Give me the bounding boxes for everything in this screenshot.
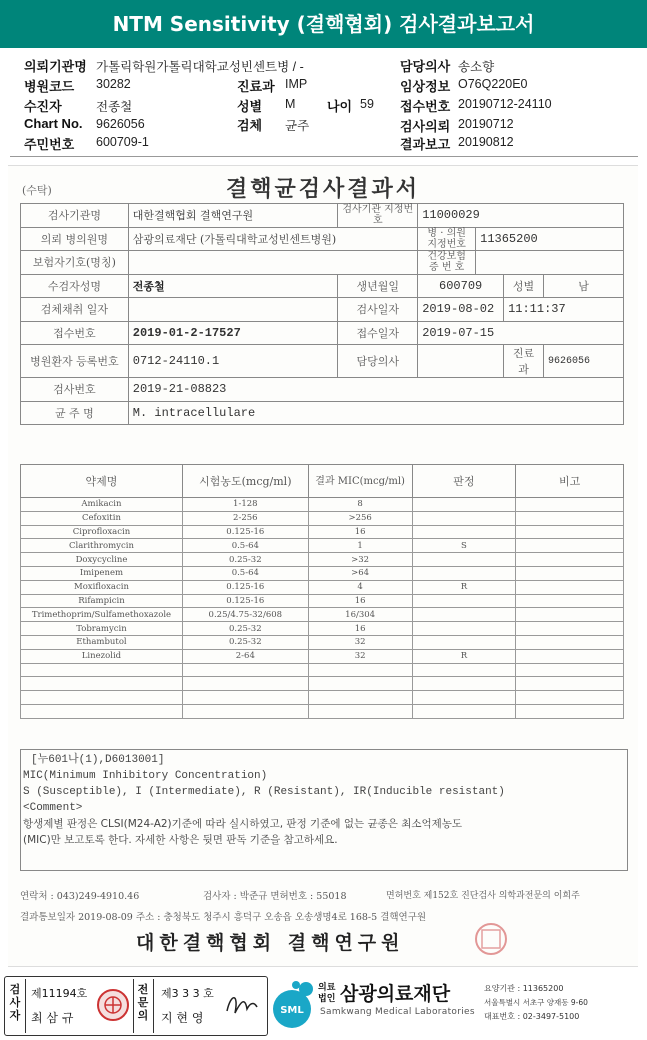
cell-range: 0.125-16 [182, 580, 308, 594]
doctor-signature-icon [223, 987, 261, 1023]
bottom-bar [0, 973, 647, 1040]
cell-drug: Trimethoprim/Sulfamethoxazole [21, 608, 183, 622]
table-row [21, 622, 624, 636]
cell-range: 0.25/4.75-32/608 [182, 608, 308, 622]
clinical-value: O76Q220E0 [458, 77, 528, 91]
cell-interp [412, 553, 516, 567]
table-row [21, 635, 624, 649]
tester-seal-icon [95, 987, 131, 1023]
cell-note [516, 635, 624, 649]
dob-value: 600709 [418, 274, 504, 298]
cell-drug: Doxycycline [21, 553, 183, 567]
cell-interp [412, 635, 516, 649]
institution-label: 의뢰기관명 [24, 59, 87, 74]
cell-mic: 16/304 [308, 608, 412, 622]
cell-mic: 1 [308, 539, 412, 553]
cell-interp [412, 511, 516, 525]
table-row [21, 649, 624, 663]
sex-paper-value: 남 [544, 274, 624, 298]
specimen-value: 균주 [285, 119, 310, 133]
cell-interp [412, 594, 516, 608]
rrn-label: 주민번호 [24, 137, 75, 152]
collect-label: 검체채취 일자 [21, 298, 129, 322]
cell-drug: Ethambutol [21, 635, 183, 649]
cell-drug: Moxifloxacin [21, 580, 183, 594]
empty-cell [308, 704, 412, 718]
table-row [21, 608, 624, 622]
lab-id-value: 11000029 [418, 204, 624, 228]
cell-note [516, 594, 624, 608]
empty-cell [182, 677, 308, 691]
empty-row [21, 704, 624, 718]
sig-divider-2 [133, 979, 134, 1033]
cell-range: 1-128 [182, 498, 308, 512]
header-interp: 판정 [412, 465, 516, 498]
physician-label: 담당의사 [338, 345, 418, 378]
cell-drug: Tobramycin [21, 622, 183, 636]
signature-box [4, 976, 268, 1036]
request-value: 20190712 [458, 117, 514, 131]
specimen-label: 검체 [237, 118, 263, 133]
organism-value: M. intracellulare [128, 401, 623, 425]
receipt-paper-label: 접수번호 [21, 321, 129, 345]
comment-line5: (MIC)만 보고토록 한다. 자세한 사항은 뒷면 판독 기준을 참고하세요. [23, 834, 338, 846]
test-time-value: 11:11:37 [504, 298, 624, 322]
doctor-name: 지 현 영 [161, 1011, 204, 1025]
cell-drug: Rifampicin [21, 594, 183, 608]
dept-paper-label: 진료과 [504, 345, 544, 378]
cell-range: 0.5-64 [182, 539, 308, 553]
health-label: 건강보험 증 번 호 [418, 251, 476, 275]
paper-title: 결핵균검사결과서 [225, 176, 421, 202]
sex-paper-label: 성별 [504, 274, 544, 298]
cell-drug: Clarithromycin [21, 539, 183, 553]
table-row [21, 511, 624, 525]
patient-header [0, 52, 647, 152]
cell-mic: >32 [308, 553, 412, 567]
age-label: 나이 [327, 99, 353, 114]
cell-mic: 16 [308, 594, 412, 608]
comment-box [20, 749, 628, 871]
sig-divider [25, 979, 26, 1033]
org-prefix: 의료법인 [318, 983, 336, 1004]
receipt-label: 접수번호 [400, 99, 451, 114]
report-title: NTM Sensitivity (결핵협회) 검사결과보고서 [0, 0, 647, 48]
test-date-label: 검사일자 [338, 298, 418, 322]
sml-logo-icon [270, 979, 318, 1031]
empty-cell [412, 704, 516, 718]
dob-label: 생년월일 [338, 274, 418, 298]
table-row [21, 594, 624, 608]
hospital-code-value: 30282 [96, 77, 131, 91]
cell-range: 0.125-16 [182, 594, 308, 608]
empty-cell [308, 691, 412, 705]
empty-cell [308, 663, 412, 677]
cell-range: 0.25-32 [182, 622, 308, 636]
scanned-report [8, 165, 638, 967]
table-row [21, 539, 624, 553]
org-name: 삼광의료재단 [340, 983, 451, 1005]
cell-note [516, 608, 624, 622]
cell-note [516, 553, 624, 567]
empty-cell [516, 691, 624, 705]
receipt-date-value: 2019-07-15 [418, 321, 624, 345]
cell-range: 0.5-64 [182, 566, 308, 580]
empty-cell [21, 691, 183, 705]
cell-note [516, 498, 624, 512]
cell-drug: Ciprofloxacin [21, 525, 183, 539]
tester-label: 검사자 [9, 983, 21, 1022]
chart-label: Chart No. [24, 116, 83, 131]
req-inst-label: 의뢰 병의원명 [21, 227, 129, 251]
table-row [21, 525, 624, 539]
collect-value [128, 298, 338, 322]
receipt-date-label: 접수일자 [338, 321, 418, 345]
footer-contact: 연락처 : 043)249-4910.46 [20, 891, 140, 902]
cell-mic: 32 [308, 635, 412, 649]
hospital-code-label: 병원코드 [24, 79, 75, 94]
empty-cell [21, 704, 183, 718]
insured-value [128, 251, 417, 275]
cell-interp [412, 566, 516, 580]
empty-row [21, 691, 624, 705]
table-row [21, 566, 624, 580]
sex-label: 성별 [237, 99, 263, 114]
empty-cell [412, 691, 516, 705]
comment-line1: MIC(Minimum Inhibitory Concentration) [23, 770, 268, 782]
header-divider [10, 156, 638, 157]
cell-note [516, 511, 624, 525]
physician-value [418, 345, 504, 378]
tester-number: 제11194호 [31, 987, 88, 1000]
report-label: 결과보고 [400, 137, 451, 152]
drug-table [20, 464, 624, 719]
cell-range: 0.25-32 [182, 635, 308, 649]
cell-note [516, 566, 624, 580]
cell-interp: S [412, 539, 516, 553]
tester-name: 최 삼 규 [31, 1011, 74, 1025]
header-drug: 약제명 [21, 465, 183, 498]
report-value: 20190812 [458, 135, 514, 149]
org-address: 서울특별시 서초구 양재동 9-60 [484, 998, 588, 1007]
name-value: 전종철 [128, 274, 338, 298]
empty-cell [182, 663, 308, 677]
empty-cell [21, 663, 183, 677]
dept-label: 진료과 [237, 79, 275, 94]
doctor-label: 담당의사 [400, 59, 451, 74]
cell-note [516, 525, 624, 539]
empty-cell [516, 677, 624, 691]
cell-drug: Linezolid [21, 649, 183, 663]
lab-id-label: 검사기관 지정번호 [338, 204, 418, 228]
request-label: 검사의뢰 [400, 119, 451, 134]
test-no-label: 검사번호 [21, 378, 129, 402]
cell-mic: 8 [308, 498, 412, 512]
comment-line2: S (Susceptible), I (Intermediate), R (Resistant), IR(Inducible resistant) [23, 786, 505, 798]
empty-row [21, 677, 624, 691]
req-inst-value: 삼광의료재단 (가톨릭대학교성빈센트병원) [128, 227, 417, 251]
empty-row [21, 663, 624, 677]
dept-paper-value: 9626056 [544, 345, 624, 378]
sml-logo-text: SML [280, 1005, 304, 1016]
lab-value: 대한결핵협회 결핵연구원 [128, 204, 338, 228]
cell-drug: Amikacin [21, 498, 183, 512]
cell-mic: 16 [308, 622, 412, 636]
institution-value: 가톨릭학원가톨릭대학교성빈센트병 / - [96, 60, 304, 74]
req-id-label: 병 · 의원 지정번호 [418, 227, 476, 251]
cell-range: 0.25-32 [182, 553, 308, 567]
cell-interp [412, 622, 516, 636]
footer-notify: 결과통보일자 2019-08-09 주소 : 충청북도 청주시 흥덕구 오송읍 오송생명4로 168-5 결핵연구원 [20, 912, 427, 923]
org-english: Samkwang Medical Laboratories [320, 1007, 475, 1017]
receipt-paper-value: 2019-01-2-17527 [128, 321, 338, 345]
chart-value: 9626056 [96, 117, 145, 131]
empty-cell [21, 677, 183, 691]
cell-range: 2-256 [182, 511, 308, 525]
insured-label: 보험자기호(명칭) [21, 251, 129, 275]
cell-mic: 4 [308, 580, 412, 594]
table-row [21, 498, 624, 512]
org-code: 요양기관 : 11365200 [484, 984, 564, 993]
cell-drug: Imipenem [21, 566, 183, 580]
cell-mic: >64 [308, 566, 412, 580]
table-row [21, 580, 624, 594]
comment-code: [누601나(1),D6013001] [31, 754, 165, 766]
org-seal-icon [473, 921, 509, 957]
cell-interp [412, 498, 516, 512]
cell-interp: R [412, 580, 516, 594]
cell-range: 2-64 [182, 649, 308, 663]
footer-tester: 검사자 : 박준규 면허번호 : 55018 [203, 891, 347, 902]
empty-cell [412, 663, 516, 677]
name-label: 수검자성명 [21, 274, 129, 298]
cell-note [516, 622, 624, 636]
cell-mic: 16 [308, 525, 412, 539]
doctor-sig-label: 전문의 [137, 983, 149, 1022]
empty-cell [182, 704, 308, 718]
table-row [21, 553, 624, 567]
cell-interp [412, 525, 516, 539]
doctor-number: 제3 3 3 호 [161, 987, 214, 1000]
patient-label: 수진자 [24, 99, 62, 114]
pt-reg-value: 0712-24110.1 [128, 345, 338, 378]
receipt-value: 20190712-24110 [458, 97, 552, 111]
empty-cell [412, 677, 516, 691]
organism-label: 균 주 명 [21, 401, 129, 425]
lab-label: 검사기관명 [21, 204, 129, 228]
age-value: 59 [360, 97, 374, 111]
cell-note [516, 580, 624, 594]
empty-cell [308, 677, 412, 691]
comment-line3: <Comment> [23, 802, 83, 814]
cell-mic: >256 [308, 511, 412, 525]
footer-org: 대한결핵협회 결핵연구원 [136, 932, 405, 954]
dept-value: IMP [285, 77, 308, 91]
test-date-value: 2019-08-02 [418, 298, 504, 322]
info-table [20, 203, 624, 425]
cell-note [516, 539, 624, 553]
cell-interp [412, 608, 516, 622]
sig-divider-3 [153, 979, 154, 1033]
cell-note [516, 649, 624, 663]
doctor-value: 송소향 [458, 60, 495, 74]
pt-reg-label: 병원환자 등록번호 [21, 345, 129, 378]
header-note: 비고 [516, 465, 624, 498]
patient-value: 전종철 [96, 100, 133, 114]
empty-cell [182, 691, 308, 705]
rrn-value: 600709-1 [96, 135, 149, 149]
sex-value: M [285, 97, 296, 111]
cell-range: 0.125-16 [182, 525, 308, 539]
header-mic: 결과 MIC(mcg/ml) [308, 465, 412, 498]
req-id-value: 11365200 [476, 227, 624, 251]
empty-cell [516, 663, 624, 677]
cell-interp: R [412, 649, 516, 663]
test-no-value: 2019-21-08823 [128, 378, 623, 402]
org-phone: 대표번호 : 02-3497-5100 [484, 1012, 580, 1021]
cell-mic: 32 [308, 649, 412, 663]
cell-drug: Cefoxitin [21, 511, 183, 525]
empty-cell [516, 704, 624, 718]
footer-license: 면허번호 제152호 진단검사 의학과전문의 이희주 [386, 891, 580, 901]
header-range: 시험농도(mcg/ml) [182, 465, 308, 498]
comment-line4: 항생제별 판정은 CLSI(M24-A2)기준에 따라 실시하였고, 판정 기준에 없는 균종은 최소억제농도 [23, 818, 463, 830]
copy-note: (수탁) [22, 184, 52, 197]
health-value [476, 251, 624, 275]
clinical-label: 임상정보 [400, 79, 451, 94]
